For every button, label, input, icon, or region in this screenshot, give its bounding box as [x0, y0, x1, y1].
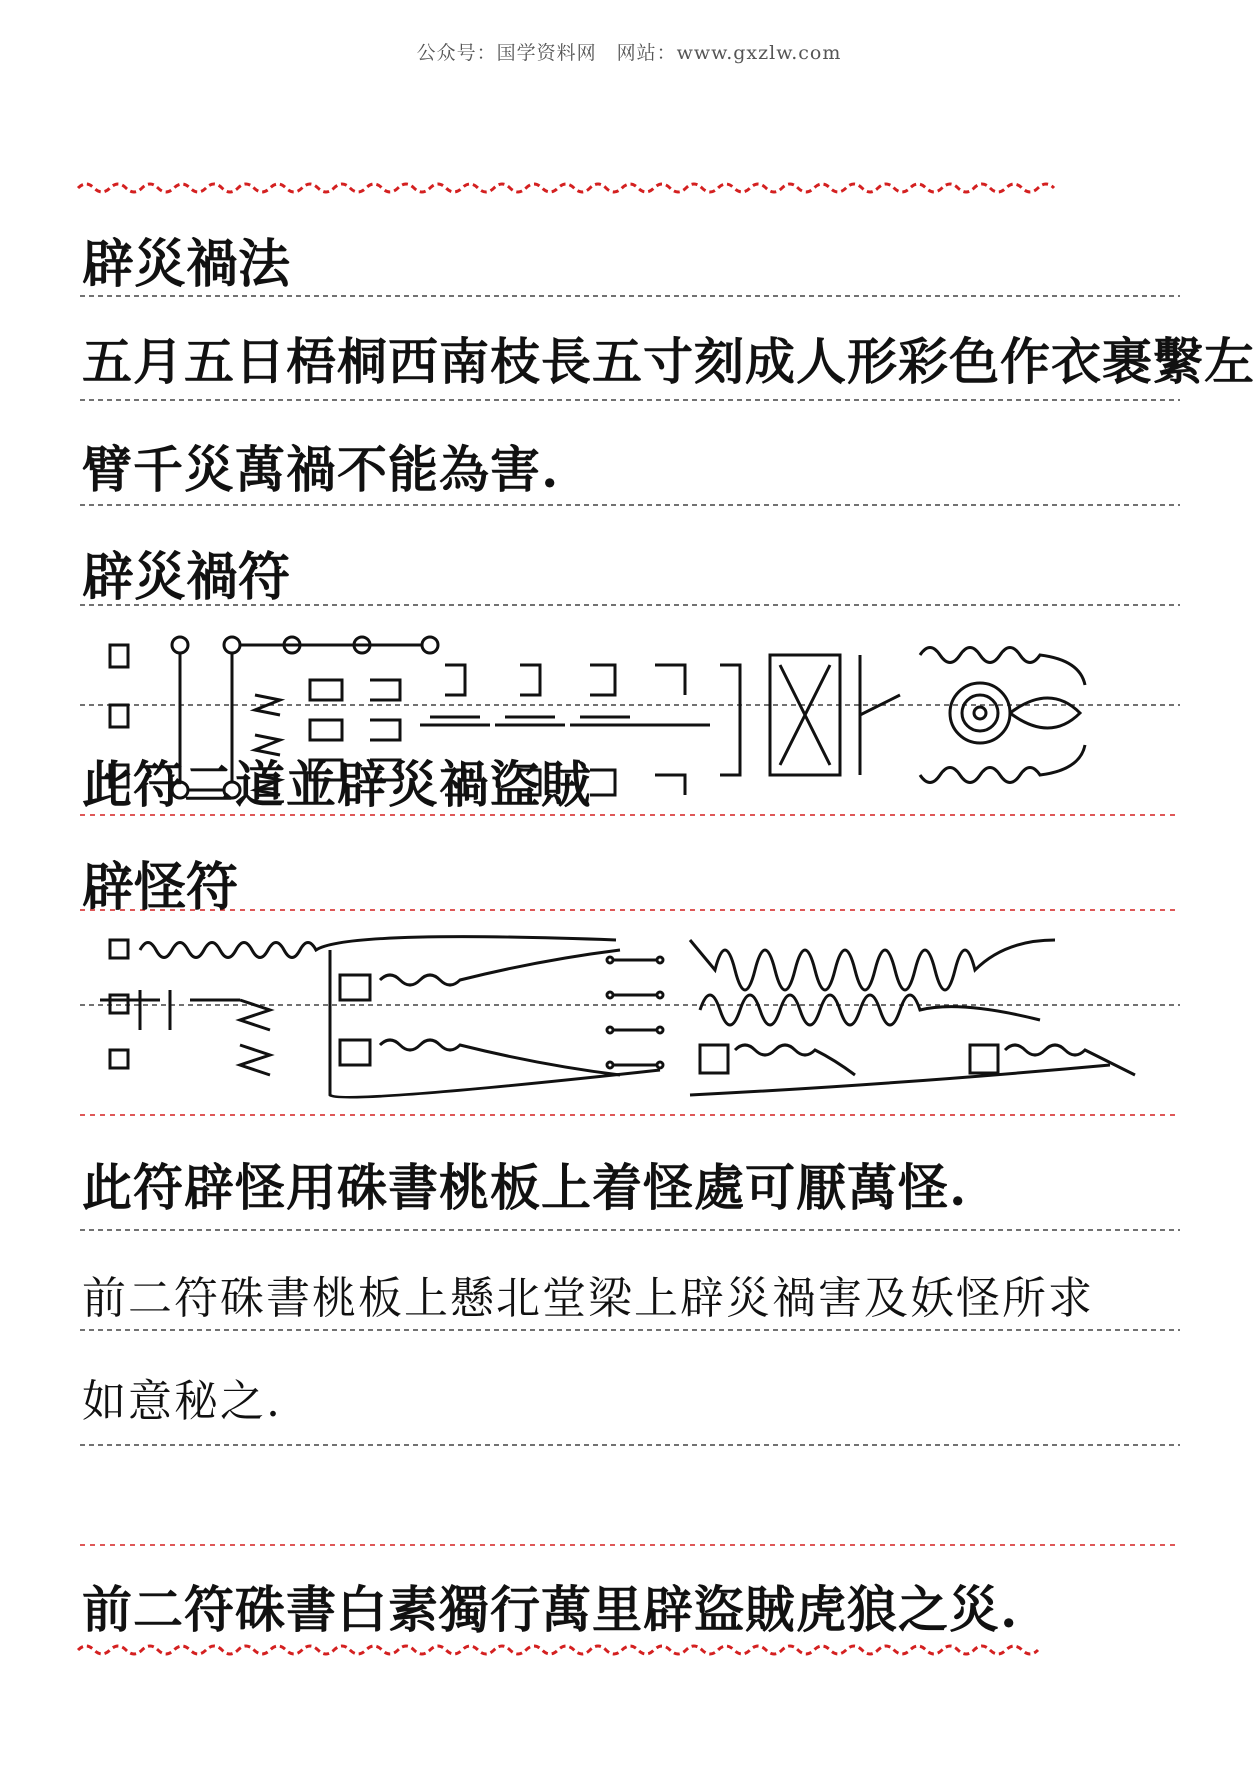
talisman-2-drawing: [100, 920, 1180, 1110]
watermark-header: 公众号：国学资料网 网站：www.gxzlw.com: [416, 42, 842, 64]
text-line-3: 此符二道並辟災禍盜賊: [82, 755, 592, 814]
text-line-5: 前二符硃書桃板上懸北堂梁上辟災禍害及妖怪所求: [82, 1273, 1094, 1324]
text-line-1: 五月五日梧桐西南枝長五寸刻成人形彩色作衣裹繫左: [82, 332, 1255, 391]
text-line-4: 此符辟怪用硃書桃板上着怪處可厭萬怪.: [82, 1158, 968, 1217]
text-line-2: 臂千災萬禍不能為害.: [82, 440, 560, 499]
title-1: 辟災禍法: [82, 234, 291, 295]
text-line-7: 前二符硃書白素獨行萬里辟盜賊虎狼之災.: [82, 1580, 1019, 1639]
talisman-dot: [172, 637, 188, 653]
talisman-dot: [422, 637, 438, 653]
talisman-box: [110, 705, 128, 727]
talisman-box: [110, 645, 128, 667]
title-2: 辟災禍符: [82, 547, 291, 608]
red-top-rule: [78, 184, 1054, 192]
red-bottom-rule: [78, 1646, 1038, 1654]
text-line-6: 如意秘之.: [82, 1376, 282, 1427]
talisman-dot: [224, 637, 240, 653]
title-3: 辟怪符: [82, 857, 239, 918]
